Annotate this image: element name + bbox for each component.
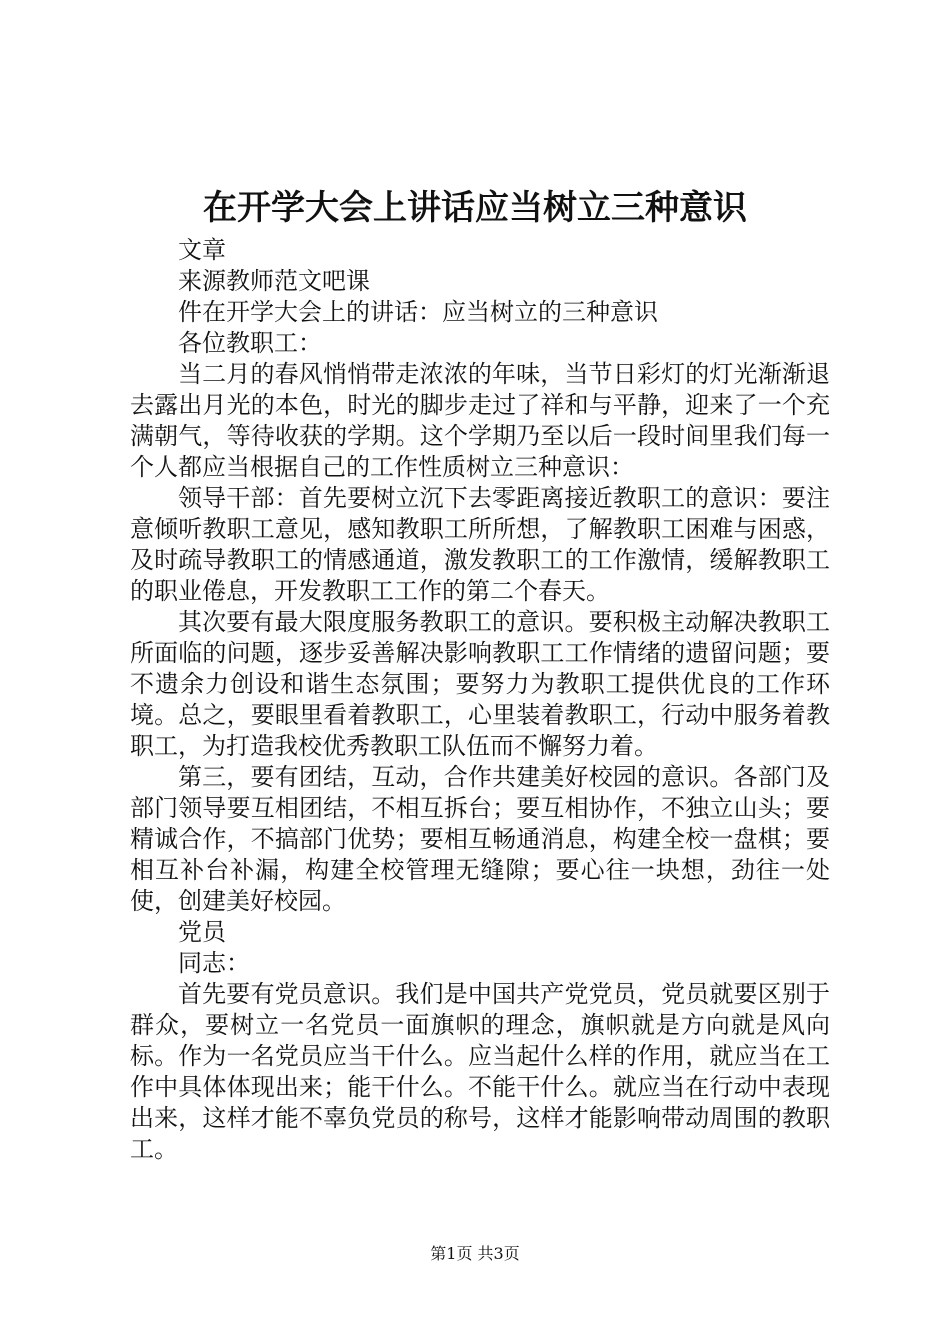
paragraph-subtitle: 件在开学大会上的讲话：应当树立的三种意识 <box>178 298 658 326</box>
document-title: 在开学大会上讲话应当树立三种意识 <box>203 188 747 228</box>
page-number-footer: 第1页 共3页 <box>430 1244 520 1263</box>
paragraph-party-members: 党员 <box>178 918 226 946</box>
paragraph-leaders-third: 第三，要有团结，互动，合作共建美好校园的意识。各部门及部门领导要互相团结，不相互拆台；要互相协作，不独立山头；要精诚合作，不搞部门优势；要相互畅通消息，构建全校一盘棋；要相互补台补漏，构建全校管理无缝隙；要心往一块想，劲往一处使，创建美好校园。 <box>130 763 830 915</box>
paragraph-comrades: 同志： <box>178 949 250 977</box>
document-body <box>130 235 830 1165</box>
paragraph-source: 来源教师范文吧课 <box>178 267 370 295</box>
paragraph-leaders-second: 其次要有最大限度服务教职工的意识。要积极主动解决教职工所面临的问题，逐步妥善解决影响教职工工作情绪的遗留问题；要不遗余力创设和谐生态氛围；要努力为教职工提供优良的工作环境。总之，要眼里看着教职工，心里装着教职工，行动中服务着教职工，为打造我校优秀教职工队伍而不懈努力着。 <box>130 608 830 760</box>
paragraph-intro: 当二月的春风悄悄带走浓浓的年味，当节日彩灯的灯光渐渐退去露出月光的本色，时光的脚步走过了祥和与平静，迎来了一个充满朝气，等待收获的学期。这个学期乃至以后一段时间里我们每一个人都应当根据自己的工作性质树立三种意识： <box>130 360 830 481</box>
paragraph-party-awareness: 首先要有党员意识。我们是中国共产党党员，党员就要区别于群众，要树立一名党员一面旗帜的理念，旗帜就是方向就是风向标。作为一名党员应当干什么。应当起什么样的作用，就应当在工作中具体体现出来；能干什么。不能干什么。就应当在行动中表现出来，这样才能不辜负党员的称号，这样才能影响带动周围的教职工。 <box>130 980 830 1163</box>
paragraph-leaders-first: 领导干部：首先要树立沉下去零距离接近教职工的意识：要注意倾听教职工意见，感知教职工所所想，了解教职工困难与困惑，及时疏导教职工的情感通道，激发教职工的工作激情，缓解教职工的职业倦息，开发教职工工作的第二个春天。 <box>130 484 830 605</box>
paragraph-article: 文章 <box>178 236 226 264</box>
paragraph-salutation: 各位教职工： <box>178 329 322 357</box>
